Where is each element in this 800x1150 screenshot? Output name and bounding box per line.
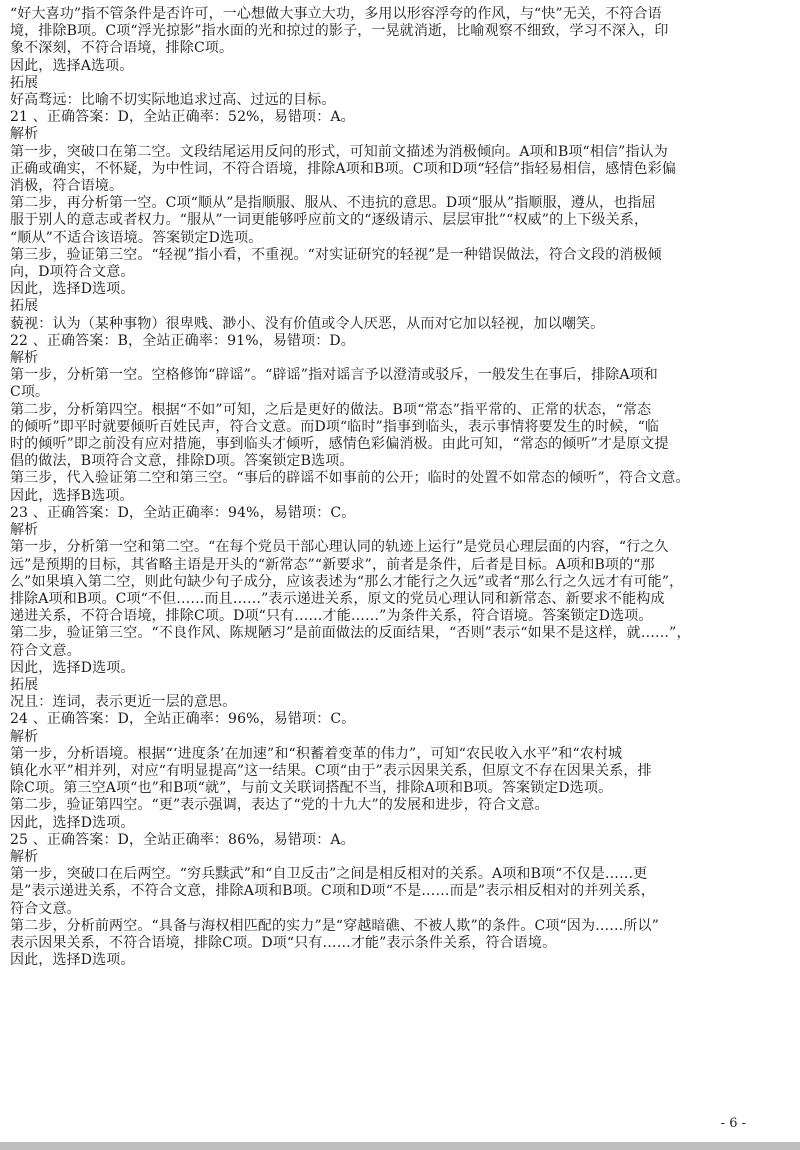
text-line: 向，D项符合文意。 bbox=[10, 264, 135, 281]
page-bottom-bar bbox=[0, 1142, 800, 1150]
section-heading: 拓展 bbox=[10, 298, 39, 315]
text-line: 的倾听”即平时就要倾听百姓民声，符合文意。而D项“临时”指事到临头，表示事情将要发生的时候，“临 bbox=[10, 418, 660, 435]
text-line: 第一步，突破口在第二空。文段结尾运用反问的形式，可知前文描述为消极倾向。A项和B项“相信”指认为 bbox=[10, 143, 668, 160]
text-line: 除C项。第三空A项“也”和B项“就”，与前文关联词搭配不当，排除A项和B项。答案锁定D选项。 bbox=[10, 780, 613, 797]
text-line: 是”表示递进关系，不符合文意，排除A项和B项。C项和D项“不是……而是”表示相反相对的并列关系， bbox=[10, 883, 656, 900]
text-line: 第二步，分析第四空。根据“不如”可知，之后是更好的做法。B项“常态”指平常的、正常的状态，“常态 bbox=[10, 401, 652, 418]
text-line: 因此，选择B选项。 bbox=[10, 487, 134, 504]
text-line: 因此，选择D选项。 bbox=[10, 952, 135, 969]
text-line: 象不深刻，不符合语境，排除C项。 bbox=[10, 40, 234, 57]
text-line: 第一步，突破口在后两空。“穷兵黩武”和“自卫反击”之间是相反相对的关系。A项和B项“不仅是……更 bbox=[10, 866, 648, 883]
text-line: 境，排除B项。C项“浮光掠影”指水面的光和掠过的影子，一晃就消逝，比喻观察不细致，学习不深入，印 bbox=[10, 23, 669, 40]
text-line: 因此，选择D选项。 bbox=[10, 814, 135, 831]
section-heading: 拓展 bbox=[10, 74, 39, 91]
text-line: 时的倾听”即之前没有应对措施，事到临头才倾听，感情色彩偏消极。由此可知，“常态的倾听”才是原文提 bbox=[10, 436, 669, 453]
text-line: 第三步，验证第三空。“轻视”指小看，不重视。“对实证研究的轻视”是一种错误做法，符合文段的消极倾 bbox=[10, 246, 662, 263]
text-line: 因此，选择A选项。 bbox=[10, 57, 134, 74]
text-line: 第二步，分析前两空。“具备与海权相匹配的实力”是“穿越暗礁、不被人欺”的条件。C项“因为……所以” bbox=[10, 917, 660, 934]
text-line: C项。 bbox=[10, 384, 50, 401]
answer-line: 25 、正确答案：D，全站正确率：86%，易错项：A。 bbox=[10, 831, 355, 848]
text-line: 因此，选择D选项。 bbox=[10, 281, 135, 298]
section-heading: 解析 bbox=[10, 350, 39, 367]
text-line: 递进关系，不符合语境，排除C项。D项“只有……才能……”为条件关系，符合语境。答案锁定D选项。 bbox=[10, 608, 653, 625]
text-line: 消极，符合语境。 bbox=[10, 178, 124, 195]
text-line: 第一步，分析第一空和第二空。“在每个党员干部心理认同的轨迹上运行”是党员心理层面的内容，“行之久 bbox=[10, 539, 669, 556]
text-line: 倡的做法，B项符合文意，排除D项。答案锁定B选项。 bbox=[10, 453, 354, 470]
text-line: 第三步，代入验证第二空和第三空。“事后的辟谣不如事前的公开；临时的处置不如常态的倾听”，符合文意。 bbox=[10, 470, 690, 487]
section-heading: 解析 bbox=[10, 126, 39, 143]
text-line: 符合文意。 bbox=[10, 900, 81, 917]
text-line: 远”是预期的目标，其省略主语是开头的“新常态”“新要求”，前者是条件，后者是目标。A项和B项的“那 bbox=[10, 556, 655, 573]
answer-line: 22 、正确答案：B，全站正确率：91%，易错项：D。 bbox=[10, 332, 355, 349]
text-line: 第二步，验证第三空。“不良作风、陈规陋习”是前面做法的反面结果，“否则”表示“如果不是这样，就……”， bbox=[10, 625, 691, 642]
answer-line: 24 、正确答案：D，全站正确率：96%，易错项：C。 bbox=[10, 711, 356, 728]
text-line: 好高骛远：比喻不切实际地追求过高、过远的目标。 bbox=[10, 92, 336, 109]
answer-line: 23 、正确答案：D，全站正确率：94%，易错项：C。 bbox=[10, 504, 356, 521]
text-line: “顺从”不适合该语境。答案锁定D选项。 bbox=[10, 229, 263, 246]
document-body bbox=[10, 6, 790, 969]
text-line: 正确或确实，不怀疑，为中性词，不符合语境，排除A项和B项。C项和D项“轻信”指轻易相信，感情色彩偏 bbox=[10, 160, 676, 177]
text-line: 符合文意。 bbox=[10, 642, 81, 659]
text-line: 第一步，分析第一空。空格修饰“辟谣”。“辟谣”指对谣言予以澄清或驳斥，一般发生在事后，排除A项和 bbox=[10, 367, 658, 384]
text-line: 况且：连词，表示更近一层的意思。 bbox=[10, 694, 237, 711]
text-line: 第二步，再分析第一空。C项“顺从”是指顺服、服从、不违抗的意思。D项“服从”指顺服，遵从，也指屈 bbox=[10, 195, 656, 212]
text-line: 藐视：认为（某种事物）很卑贱、渺小、没有价值或令人厌恶，从而对它加以轻视，加以嘲笑。 bbox=[10, 315, 605, 332]
answer-line: 21 、正确答案：D，全站正确率：52%，易错项：A。 bbox=[10, 109, 355, 126]
text-line: “好大喜功”指不管条件是否许可，一心想做大事立大功，多用以形容浮夸的作风，与“快”无关，不符合语 bbox=[10, 6, 662, 22]
text-line: 么”如果填入第二空，则此句缺少句子成分，应该表述为“那么才能行之久远”或者“那么行之久远才有可能”， bbox=[10, 573, 684, 590]
text-line: 镇化水平”相并列，对应“有明显提高”这一结果。C项“由于”表示因果关系，但原文不存在因果关系，排 bbox=[10, 762, 652, 779]
section-heading: 解析 bbox=[10, 848, 39, 865]
section-heading: 解析 bbox=[10, 728, 39, 745]
text-line: 第二步，验证第四空。“更”表示强调，表达了“党的十九大”的发展和进步，符合文意。 bbox=[10, 797, 549, 814]
text-line: 排除A项和B项。C项“不但……而且……”表示递进关系，原文的党员心理认同和新常态、新要求不能构成 bbox=[10, 590, 665, 607]
text-line: 服于别人的意志或者权力。“服从”一词更能够呼应前文的“逐级请示、层层审批”“权威”的上下级关系， bbox=[10, 212, 649, 229]
text-line: 第一步，分析语境。根据“‘进度条’在加速”和“积蓄着变革的伟力”，可知“农民收入水平”和“农村城 bbox=[10, 745, 623, 762]
text-line: 因此，选择D选项。 bbox=[10, 659, 135, 676]
page-number: - 6 - bbox=[720, 1116, 746, 1131]
text-line: 表示因果关系，不符合语境，排除C项。D项“只有……才能”表示条件关系，符合语境。 bbox=[10, 934, 557, 951]
section-heading: 解析 bbox=[10, 522, 39, 539]
section-heading: 拓展 bbox=[10, 676, 39, 693]
